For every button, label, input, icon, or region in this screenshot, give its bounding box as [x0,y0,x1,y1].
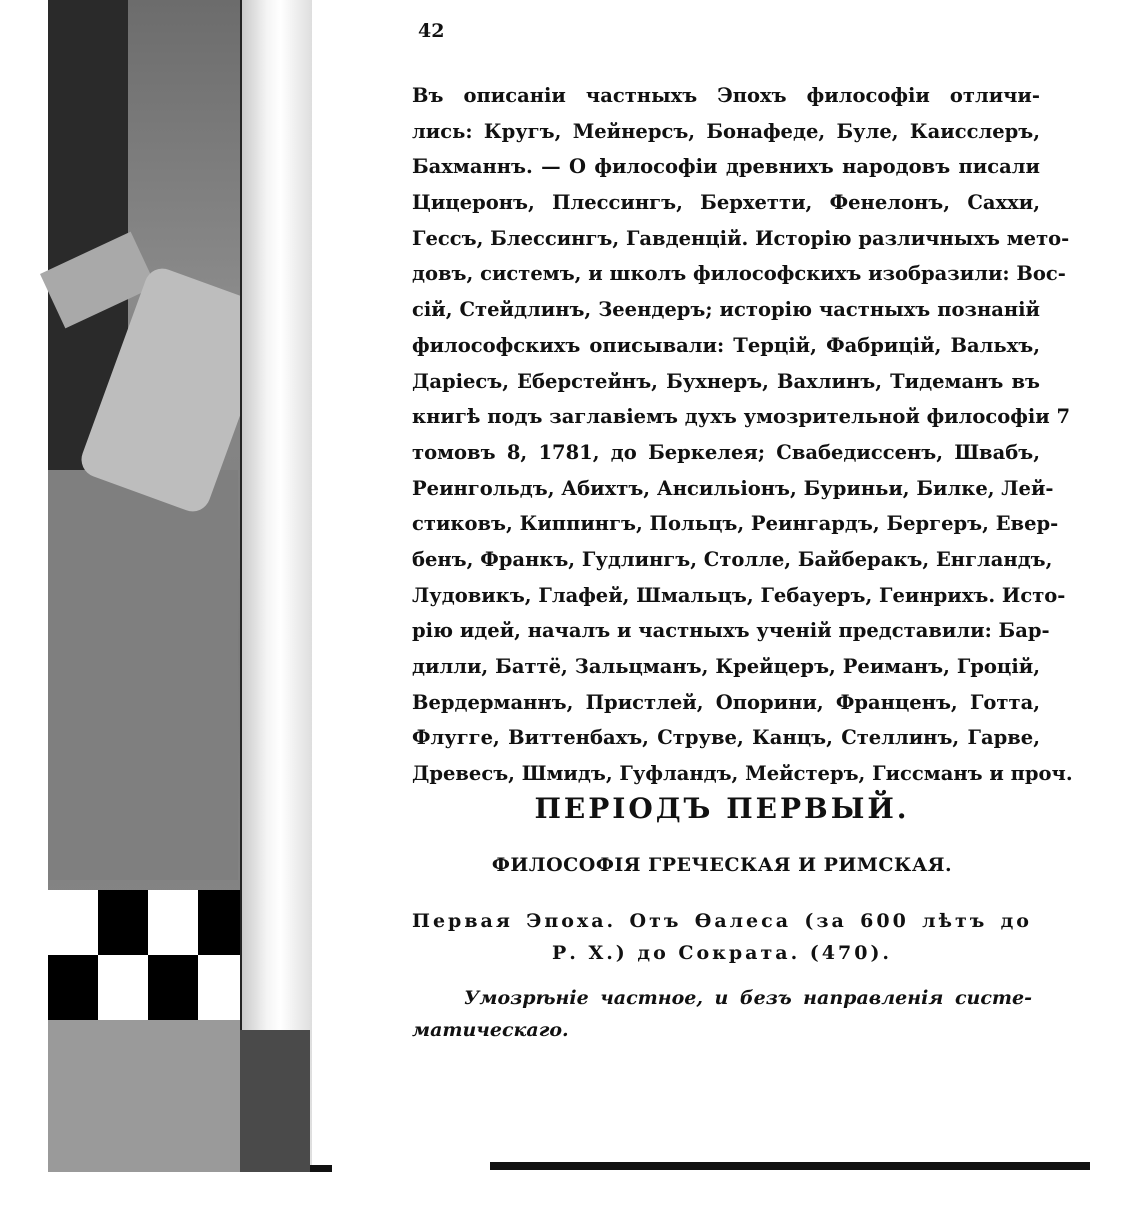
period-heading: ПЕРІОДЪ ПЕРВЫЙ. [534,792,910,825]
page-number: 42 [418,20,445,42]
epoch-heading [412,905,1032,969]
text-line: Вердерманнъ, Пристлей, Опорини, Франценъ, Готта, [412,690,1040,714]
text-line: дилли, Баттё, Зальцманъ, Крейцеръ, Реиманъ, Гроцій, [412,655,1040,678]
text-line: Лудовикъ, Глафей, Шмальцъ, Гебауеръ, Геинрихъ. Исто- [412,583,1066,607]
text-line: бенъ, Франкъ, Гудлингъ, Столле, Байберакъ, Енгландъ, [412,547,1053,571]
text-line: Древесъ, Шмидъ, Гуфландъ, Мейстеръ, Гиссманъ и проч. [412,762,1073,786]
section-subtitle: ФИЛОСОФІЯ ГРЕЧЕСКАЯ И РИМСКАЯ. [491,854,953,876]
text-line: довъ, системъ, и школъ философскихъ изобразили: Вос- [412,262,1066,286]
text-line: стиковъ, Киппингъ, Польцъ, Реингардъ, Бергеръ, Евер- [412,512,1059,536]
text-line: Въ описаніи частныхъ Эпохъ философіи отличи- [412,84,1040,107]
scan-holder-lower [48,1020,248,1172]
text-line: Цицеронъ, Плессингъ, Берхетти, Фенелонъ, Сахxи, [412,191,1040,215]
description-line: Умозрѣніе частное, и безъ направленія систе- [464,987,1032,1009]
text-line: Бахманнъ. — О философіи древнихъ народовъ писали [412,155,1040,179]
color-calibration-target [48,890,248,1020]
epoch-line: Первая Эпоха. Отъ Өалеса (за 600 лѣтъ до [412,910,1032,932]
text-line: книгѣ подъ заглавіемъ духъ умозрительной философіи 7 [412,405,1071,429]
text-line: томовъ 8, 1781, до Беркелея; Свабедиссенъ, Швабъ, [412,440,1040,464]
text-line: философскихъ описывали: Терцій, Фабрицій, Вальхъ, [412,333,1040,357]
page-rule-left [310,1165,332,1172]
page-bottom-rule [490,1162,1090,1170]
text-line: Реингольдъ, Абихтъ, Ансильіонъ, Буриньи, Билке, Лей- [412,476,1054,500]
text-line: Флугге, Виттенбахъ, Струве, Канцъ, Стеллинъ, Гарве, [412,726,1040,750]
text-line: лись: Кругъ, Мейнерсъ, Бонафеде, Буле, Каисслеръ, [412,119,1040,143]
text-line: рію идей, началъ и частныхъ ученій представили: Бар- [412,619,1050,643]
book-spine-lower [240,1030,310,1172]
text-line: сій, Стейдлинъ, Зеендеръ; исторію частныхъ познаній [412,298,1040,322]
description-line: матическаго. [412,1019,569,1041]
body-text [412,78,1073,792]
scan-holder [48,470,238,880]
epoch-description [412,982,1032,1046]
book-page-edge [240,0,312,1172]
epoch-line: Р. Х.) до Сократа. (470). [551,942,893,964]
text-line: Гессъ, Блессингъ, Гавденцій. Исторію различныхъ мето- [412,226,1070,250]
text-line: Даріесъ, Еберстейнъ, Бухнеръ, Вахлинъ, Тидеманъ въ [412,369,1040,393]
